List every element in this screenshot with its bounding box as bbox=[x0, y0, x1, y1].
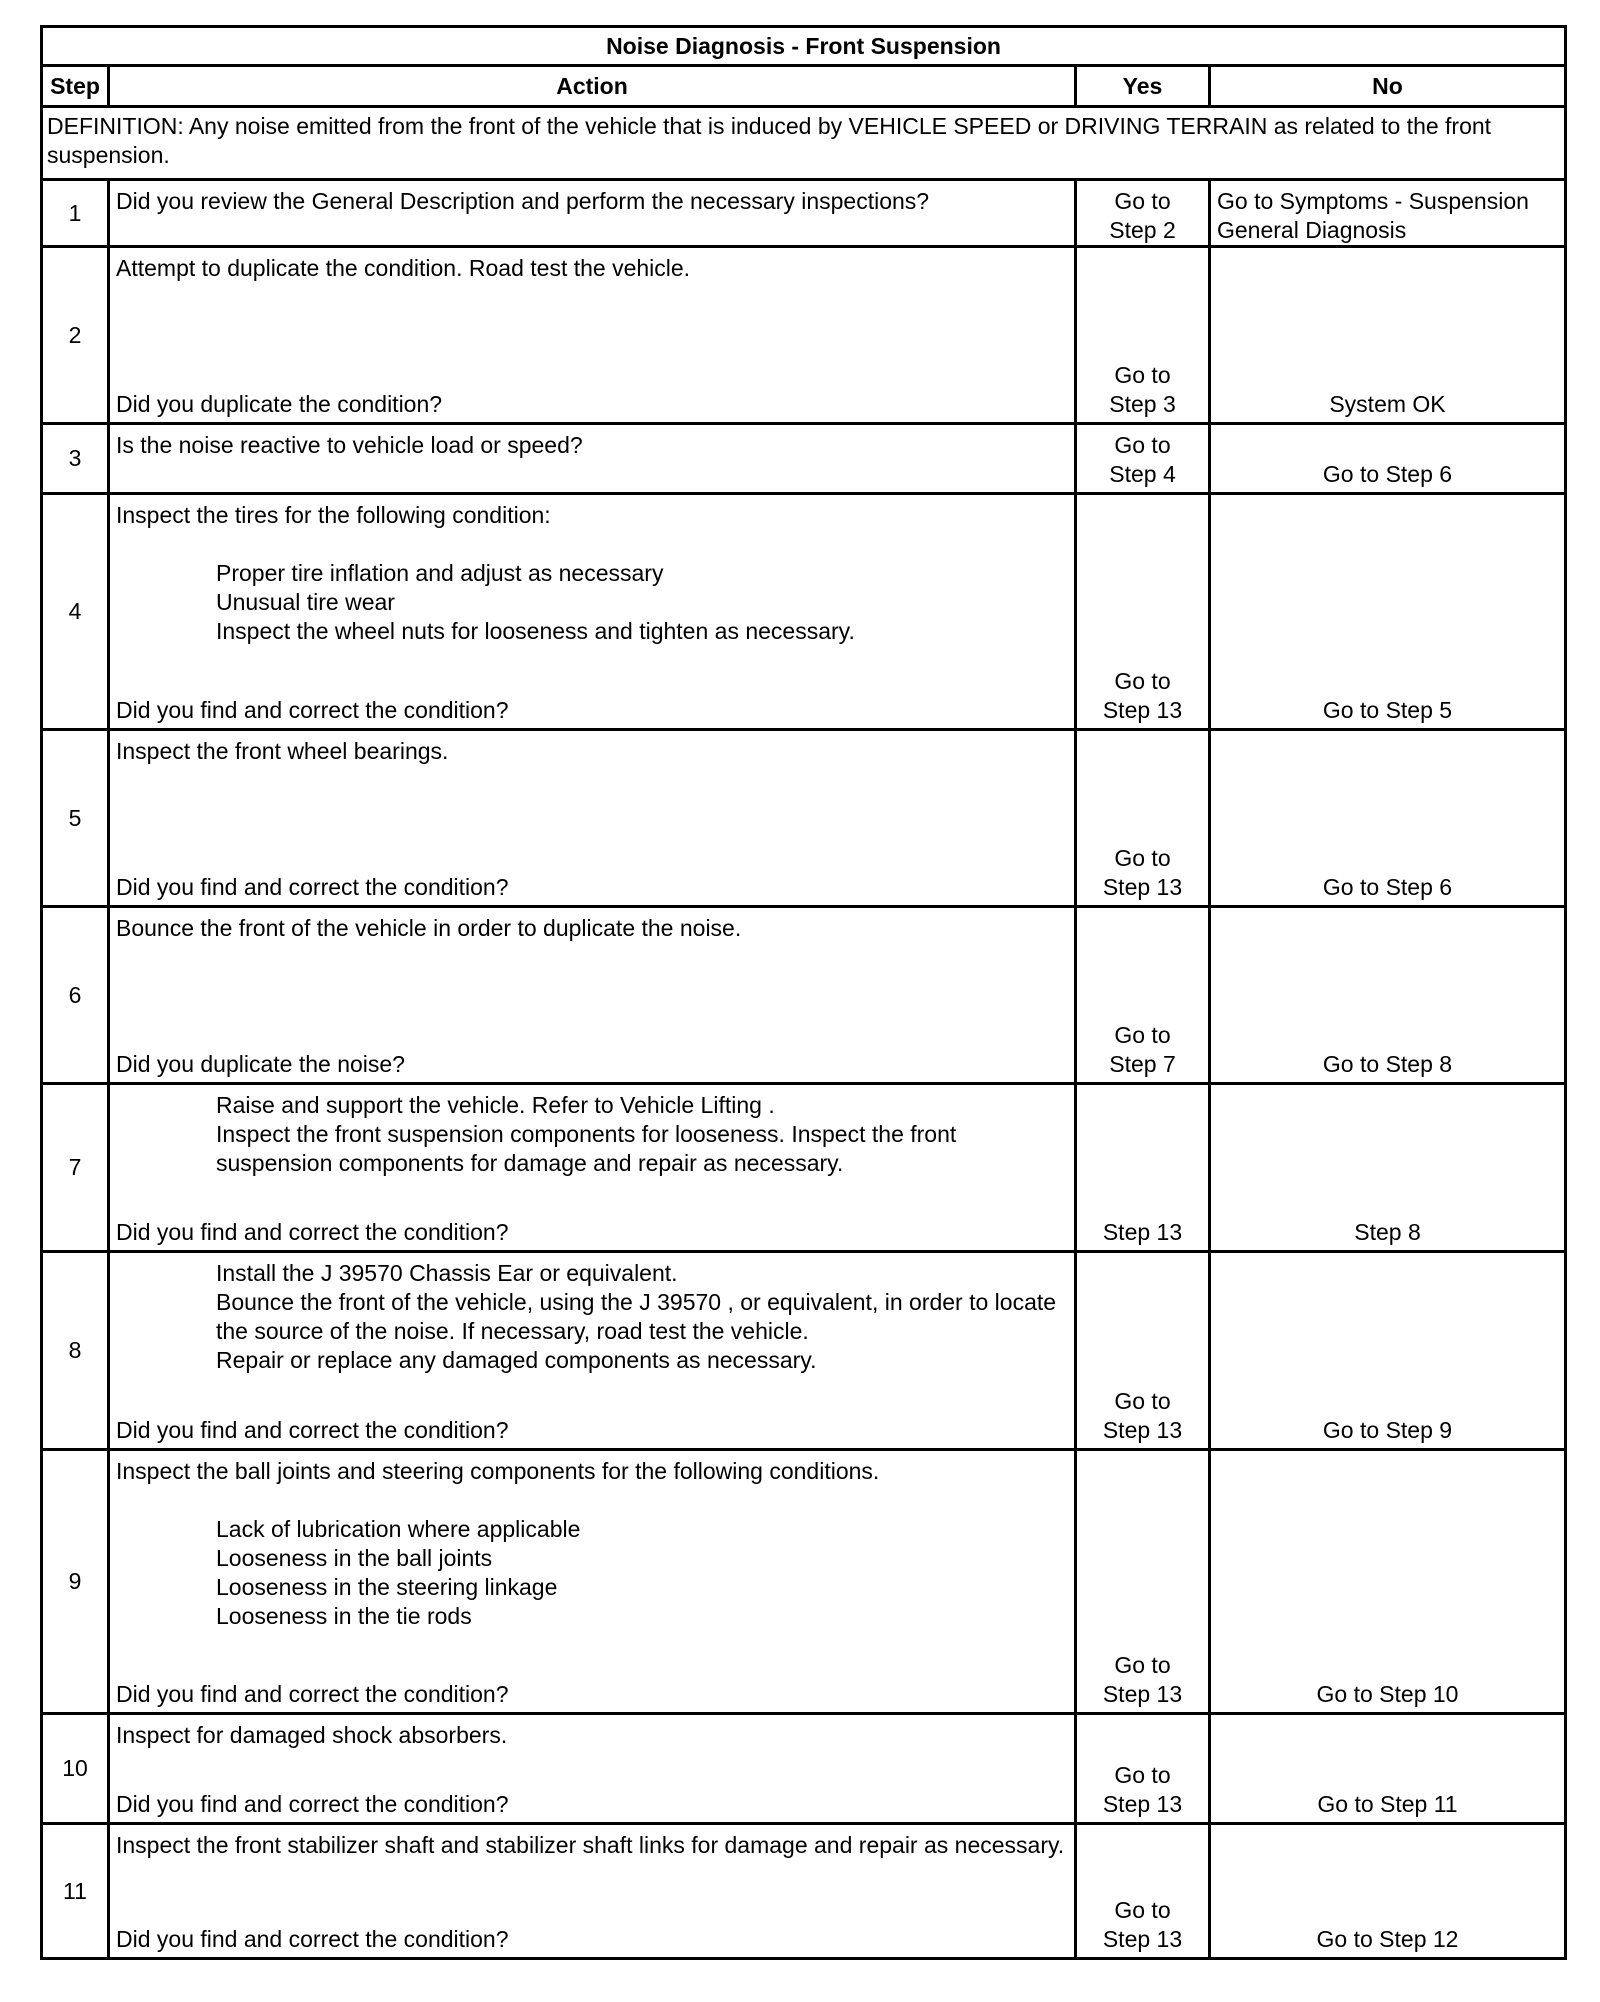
action-item: Unusual tire wear bbox=[216, 589, 395, 615]
action-text-block bbox=[110, 1825, 1074, 1860]
yes-result bbox=[1076, 907, 1210, 1084]
action-text-block bbox=[110, 1085, 1074, 1178]
yes-line: Go to bbox=[1114, 1652, 1171, 1678]
step-number: 1 bbox=[42, 180, 109, 247]
no-result bbox=[1210, 247, 1566, 424]
no-line: Go to Step 5 bbox=[1322, 697, 1453, 723]
action-line: Attempt to duplicate the condition. Road test the vehicle. bbox=[116, 255, 691, 281]
definition-text: DEFINITION: Any noise emitted from the front of the vehicle that is induced by VEHICLE SPEED or DRIVING TERRAIN as related to the front suspension. bbox=[42, 107, 1566, 180]
step-number: 11 bbox=[42, 1824, 109, 1959]
no-line: Step 8 bbox=[1354, 1219, 1421, 1245]
yes-line: Go to bbox=[1114, 1022, 1171, 1048]
step-number: 7 bbox=[42, 1084, 109, 1252]
yes-line: Go to bbox=[1114, 668, 1171, 694]
action-item: Raise and support the vehicle. Refer to Vehicle Lifting . bbox=[216, 1092, 775, 1118]
step-action bbox=[109, 730, 1076, 907]
action-text-block bbox=[110, 908, 1074, 943]
step-row bbox=[42, 730, 1566, 907]
step-action bbox=[109, 494, 1076, 730]
action-text-block bbox=[110, 731, 1074, 766]
step-action bbox=[109, 247, 1076, 424]
action-item: Proper tire inflation and adjust as necessary bbox=[216, 560, 664, 586]
step-action bbox=[109, 1084, 1076, 1252]
step-row bbox=[42, 180, 1566, 247]
yes-line: Step 13 bbox=[1102, 1219, 1183, 1245]
action-question: Did you duplicate the noise? bbox=[116, 1051, 405, 1077]
yes-line: Go to bbox=[1114, 1897, 1171, 1923]
step-action bbox=[109, 907, 1076, 1084]
no-result bbox=[1210, 424, 1566, 494]
step-number: 3 bbox=[42, 424, 109, 494]
yes-result bbox=[1076, 1084, 1210, 1252]
spacer bbox=[116, 1486, 1068, 1515]
no-result bbox=[1210, 1450, 1566, 1714]
yes-line: Go to bbox=[1114, 1388, 1171, 1414]
step-number: 9 bbox=[42, 1450, 109, 1714]
step-number: 4 bbox=[42, 494, 109, 730]
header-action: Action bbox=[109, 66, 1076, 107]
no-line: Go to Step 6 bbox=[1322, 874, 1453, 900]
yes-line: Step 7 bbox=[1109, 1051, 1176, 1077]
action-line: Inspect the tires for the following condition: bbox=[116, 502, 551, 528]
action-question: Did you duplicate the condition? bbox=[116, 391, 443, 417]
no-result bbox=[1210, 494, 1566, 730]
step-row bbox=[42, 907, 1566, 1084]
action-item: Lack of lubrication where applicable bbox=[216, 1516, 581, 1542]
no-result bbox=[1210, 1084, 1566, 1252]
no-result bbox=[1210, 1252, 1566, 1450]
action-line: Inspect the front stabilizer shaft and stabilizer shaft links for damage and repair as necessary. bbox=[116, 1832, 1065, 1858]
table-body bbox=[42, 27, 1566, 1959]
action-items bbox=[110, 559, 1068, 646]
step-row bbox=[42, 247, 1566, 424]
yes-line: Go to bbox=[1114, 362, 1171, 388]
no-result bbox=[1210, 730, 1566, 907]
yes-line: Step 13 bbox=[1102, 1417, 1183, 1443]
action-question: Did you find and correct the condition? bbox=[116, 1926, 509, 1952]
action-item: Inspect the wheel nuts for looseness and tighten as necessary. bbox=[216, 618, 855, 644]
action-line: Is the noise reactive to vehicle load or speed? bbox=[116, 432, 583, 458]
header-no: No bbox=[1210, 66, 1566, 107]
action-text-block bbox=[110, 1253, 1074, 1375]
action-item: Bounce the front of the vehicle, using the J 39570 , or equivalent, in order to locate the source of the noise. If necessary, road test the vehicle. bbox=[216, 1289, 1057, 1344]
action-item: Looseness in the ball joints bbox=[216, 1545, 493, 1571]
no-line: Go to Step 9 bbox=[1322, 1417, 1453, 1443]
step-number: 5 bbox=[42, 730, 109, 907]
step-row bbox=[42, 1084, 1566, 1252]
yes-line: Go to bbox=[1114, 432, 1171, 458]
noise-diagnosis-table bbox=[40, 25, 1567, 1960]
action-items bbox=[110, 1259, 1068, 1375]
step-row bbox=[42, 494, 1566, 730]
no-result bbox=[1210, 1714, 1566, 1824]
header-step: Step bbox=[42, 66, 109, 107]
yes-result bbox=[1076, 1450, 1210, 1714]
yes-line: Go to bbox=[1114, 188, 1171, 214]
yes-line: Step 3 bbox=[1109, 391, 1176, 417]
spacer bbox=[116, 530, 1068, 559]
action-question: Did you find and correct the condition? bbox=[116, 1791, 509, 1817]
no-result bbox=[1210, 1824, 1566, 1959]
yes-result bbox=[1076, 247, 1210, 424]
step-action bbox=[109, 1252, 1076, 1450]
action-item: Inspect the front suspension components for looseness. Inspect the front suspension components for damage and repair as necessary. bbox=[216, 1121, 957, 1176]
action-item: Repair or replace any damaged components as necessary. bbox=[216, 1347, 817, 1373]
title-row bbox=[42, 27, 1566, 66]
action-question: Did you find and correct the condition? bbox=[116, 1219, 509, 1245]
header-yes: Yes bbox=[1076, 66, 1210, 107]
yes-result bbox=[1076, 424, 1210, 494]
step-action bbox=[109, 1450, 1076, 1714]
no-line: Go to Step 11 bbox=[1317, 1791, 1458, 1817]
action-text-block bbox=[110, 1715, 1074, 1750]
yes-result bbox=[1076, 730, 1210, 907]
no-line: Go to Symptoms - Suspension bbox=[1217, 188, 1529, 214]
action-line: Inspect the front wheel bearings. bbox=[116, 738, 449, 764]
action-line: Inspect for damaged shock absorbers. bbox=[116, 1722, 508, 1748]
no-line: Go to Step 6 bbox=[1322, 461, 1453, 487]
action-line: Bounce the front of the vehicle in order to duplicate the noise. bbox=[116, 915, 742, 941]
step-number: 8 bbox=[42, 1252, 109, 1450]
action-items bbox=[110, 1091, 1068, 1178]
action-text-block bbox=[110, 248, 1074, 283]
yes-line: Step 13 bbox=[1102, 1926, 1183, 1952]
action-text-block bbox=[110, 181, 1074, 216]
action-text-block bbox=[110, 1451, 1074, 1631]
step-action bbox=[109, 1824, 1076, 1959]
no-line: General Diagnosis bbox=[1217, 217, 1407, 243]
yes-line: Step 13 bbox=[1102, 697, 1183, 723]
step-row bbox=[42, 1450, 1566, 1714]
no-line: System OK bbox=[1329, 391, 1446, 417]
step-number: 10 bbox=[42, 1714, 109, 1824]
yes-result bbox=[1076, 1714, 1210, 1824]
definition-row bbox=[42, 107, 1566, 180]
action-items bbox=[110, 1515, 1068, 1631]
action-text-block bbox=[110, 495, 1074, 646]
action-line: Did you review the General Description and perform the necessary inspections? bbox=[116, 188, 930, 214]
yes-line: Step 13 bbox=[1102, 1791, 1183, 1817]
yes-line: Step 13 bbox=[1102, 1681, 1183, 1707]
no-line: Go to Step 8 bbox=[1322, 1051, 1453, 1077]
yes-line: Go to bbox=[1114, 1762, 1171, 1788]
no-line: Go to Step 12 bbox=[1316, 1926, 1459, 1952]
yes-line: Step 13 bbox=[1102, 874, 1183, 900]
step-action bbox=[109, 1714, 1076, 1824]
yes-line: Step 4 bbox=[1109, 461, 1176, 487]
yes-result bbox=[1076, 1252, 1210, 1450]
no-line: Go to Step 10 bbox=[1316, 1681, 1459, 1707]
step-row bbox=[42, 1824, 1566, 1959]
no-result bbox=[1210, 180, 1566, 247]
step-number: 2 bbox=[42, 247, 109, 424]
action-question: Did you find and correct the condition? bbox=[116, 1681, 509, 1707]
action-question: Did you find and correct the condition? bbox=[116, 697, 509, 723]
action-item: Looseness in the steering linkage bbox=[216, 1574, 558, 1600]
yes-result bbox=[1076, 494, 1210, 730]
action-question: Did you find and correct the condition? bbox=[116, 1417, 509, 1443]
action-question: Did you find and correct the condition? bbox=[116, 874, 509, 900]
action-line: Inspect the ball joints and steering components for the following conditions. bbox=[116, 1458, 880, 1484]
yes-line: Step 2 bbox=[1109, 217, 1176, 243]
yes-line: Go to bbox=[1114, 845, 1171, 871]
action-text-block bbox=[110, 425, 1074, 460]
yes-result bbox=[1076, 1824, 1210, 1959]
step-row bbox=[42, 424, 1566, 494]
step-action bbox=[109, 180, 1076, 247]
step-number: 6 bbox=[42, 907, 109, 1084]
yes-result bbox=[1076, 180, 1210, 247]
action-item: Install the J 39570 Chassis Ear or equivalent. bbox=[216, 1260, 678, 1286]
table-title: Noise Diagnosis - Front Suspension bbox=[42, 27, 1566, 66]
step-row bbox=[42, 1714, 1566, 1824]
step-action bbox=[109, 424, 1076, 494]
step-row bbox=[42, 1252, 1566, 1450]
action-item: Looseness in the tie rods bbox=[216, 1603, 472, 1629]
header-row bbox=[42, 66, 1566, 107]
no-result bbox=[1210, 907, 1566, 1084]
